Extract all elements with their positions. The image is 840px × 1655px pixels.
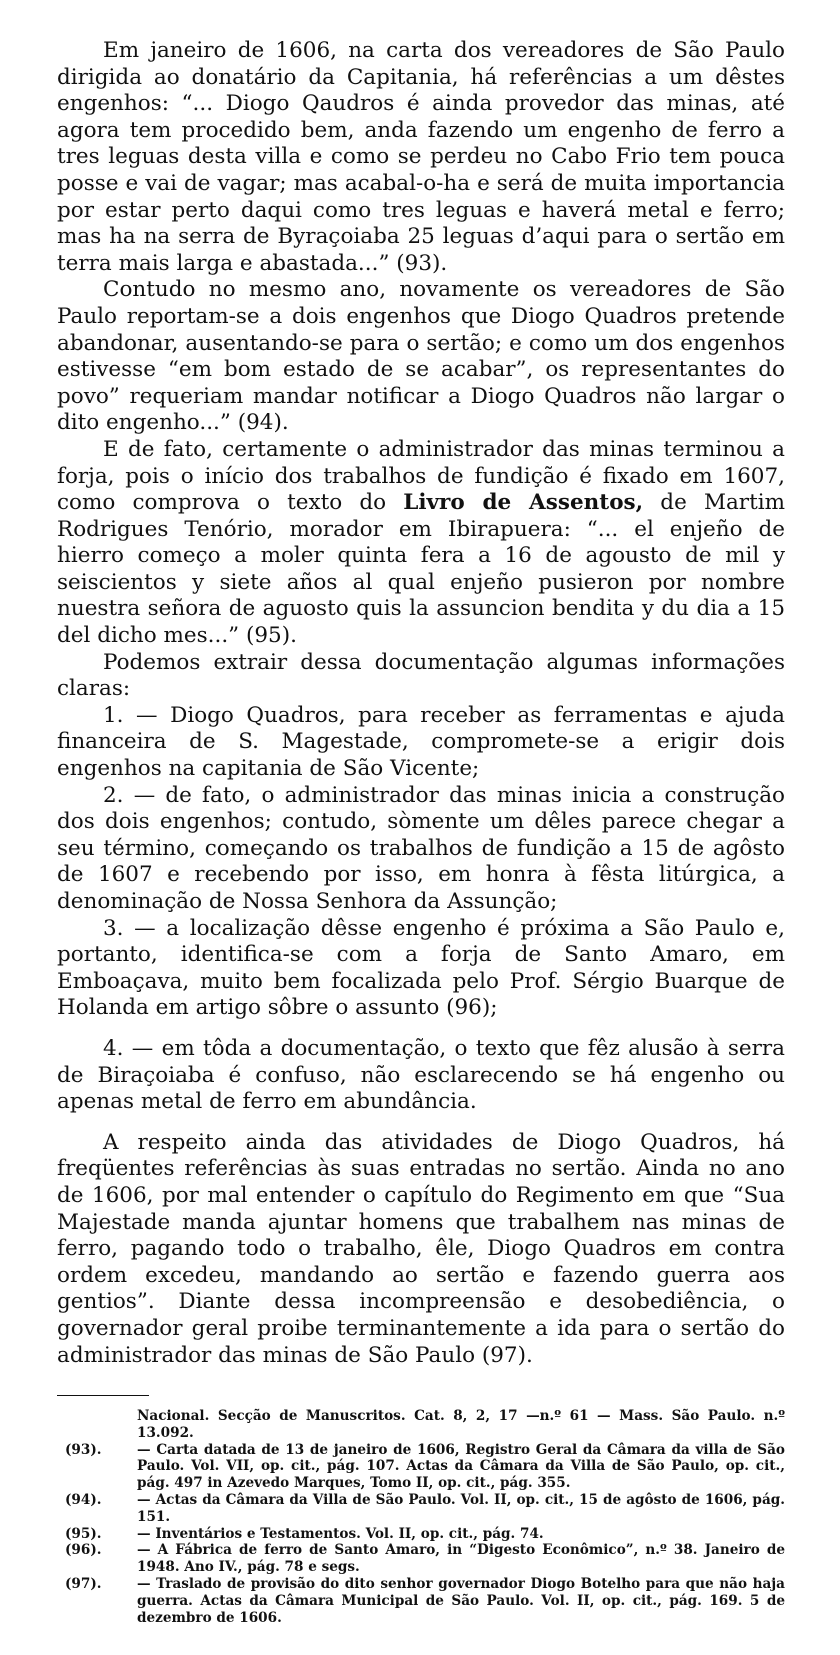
book-title: Livro de Assentos, (403, 490, 644, 516)
footnotes (57, 1408, 785, 1626)
paragraph: Em janeiro de 1606, na carta dos vereadores de São Paulo dirigida ao donatário da Capitania, há referências a um dêstes engenhos: “... Diogo Qaudros é ainda provedor das minas, até agora tem procedido bem, anda fazendo um engenho de ferro a tres leguas desta villa e como se perdeu no Cabo Frio tem pouca posse e vai de vagar; mas acabal-o-ha e será de muita importancia por estar perto daqui como tres leguas e haverá metal e ferro; mas ha na serra de Byraçoiaba 25 leguas d’aqui para o sertão em terra mais larga e abastada...” (93). (57, 38, 785, 276)
footnote (57, 1526, 785, 1543)
paragraph: A respeito ainda das atividades de Diogo Quadros, há freqüentes referências às suas entradas no sertão. Ainda no ano de 1606, por mal entender o capítulo do Regimento em que “Sua Majestade manda ajuntar homens que trabalhem nas minas de ferro, pagando todo o trabalho, êle, Diogo Quadros em contra ordem excedeu, mandando ao sertão e fazendo guerra aos gentios”. Diante dessa incompreensão e desobediência, o governador geral proibe terminantemente a ida para o sertão do administrador das minas de São Paulo (97). (57, 1129, 785, 1368)
main-text (57, 38, 785, 1369)
footnote (57, 1492, 785, 1526)
paragraph-text: E de fato, certamente o administrador das minas terminou a forja, pois o início dos trabalhos de fundição é fixado em 1607, como comprova o texto do (57, 436, 785, 516)
footnote-number: (95). (65, 1525, 102, 1542)
footnote (57, 1408, 785, 1442)
list-item: 2. — de fato, o administrador das minas inicia a construção dos dois engenhos; contudo, sòmente um dêles parece chegar a seu término, começando os trabalhos de fundição a 15 de agôsto de 1607 e recebendo por isso, em honra à fêsta litúrgica, a denominação de Nossa Senhora da Assunção; (57, 782, 785, 914)
footnote-text: — Inventários e Testamentos. Vol. II, op. cit., pág. 74. (137, 1525, 544, 1542)
footnote-text: — Traslado de provisão do dito senhor governador Diogo Botelho para que não haja guerra. Actas da Câmara Municipal de São Paulo. Vol. II, op. cit., pág. 169. 5 de dezembro de 1606. (137, 1576, 785, 1626)
paragraph: Contudo no mesmo ano, novamente os vereadores de São Paulo reportam-se a dois engenhos que Diogo Quadros pretende abandonar, ausentando-se para o sertão; e como um dos engenhos estivesse “em bom estado de se acabar”, os representantes do povo” requeriam mandar notificar a Diogo Quadros não largar o dito engenho...” (94). (57, 277, 785, 436)
footnote-text: Nacional. Secção de Manuscritos. Cat. 8, 2, 17 —n.º 61 — Mass. São Paulo. n.º 13.092. (137, 1408, 785, 1441)
paragraph (57, 437, 785, 650)
footnote (57, 1576, 785, 1626)
footnote-text: — Carta datada de 13 de janeiro de 1606, Registro Geral da Câmara da villa de São Paulo. Vol. VII, op. cit., pág. 107. Actas da Câmara da Villa de São Paulo, op. cit., pág. 497 in Azevedo Marques, Tomo II, op. cit., pág. 355. (137, 1441, 785, 1492)
footnote-number: (93). (65, 1441, 102, 1458)
list-item: 1. — Diogo Quadros, para receber as ferramentas e ajuda financeira de S. Magestade, compromete-se a erigir dois engenhos na capitania de São Vicente; (57, 702, 785, 782)
footnote (57, 1442, 785, 1492)
footnote-number: (97). (65, 1576, 102, 1593)
paragraph: Podemos extrair dessa documentação algumas informações claras: (57, 649, 785, 702)
document-page (57, 38, 785, 1626)
footnote-divider (57, 1395, 149, 1396)
paragraph-text: de Martim Rodrigues Tenório, morador em Ibirapuera: “... el enjeño de hierro começo a moler quinta fera a 16 de agousto de mil y seiscientos y siete años al qual enjeño pusieron por nombre nuestra señora de aguosto quis la assuncion bendita y du dia a 15 del dicho mes...” (95). (57, 490, 785, 649)
footnote-text: — A Fábrica de ferro de Santo Amaro, in “Digesto Econômico”, n.º 38. Janeiro de 1948. Ano IV., pág. 78 e segs. (137, 1542, 785, 1576)
footnote-text: — Actas da Câmara da Villa de São Paulo. Vol. II, op. cit., 15 de agôsto de 1606, pág. 151. (137, 1492, 785, 1525)
footnote-number: (96). (65, 1542, 102, 1559)
list-item: 4. — em tôda a documentação, o texto que fêz alusão à serra de Biraçoiaba é confuso, não esclarecendo se há engenho ou apenas metal de ferro em abundância. (57, 1035, 785, 1115)
list-item: 3. — a localização dêsse engenho é próxima a São Paulo e, portanto, identifica-se com a forja de Santo Amaro, em Emboaçava, muito bem focalizada pelo Prof. Sérgio Buarque de Holanda em artigo sôbre o assunto (96); (57, 915, 785, 1021)
footnote (57, 1542, 785, 1576)
footnote-number: (94). (65, 1492, 102, 1509)
